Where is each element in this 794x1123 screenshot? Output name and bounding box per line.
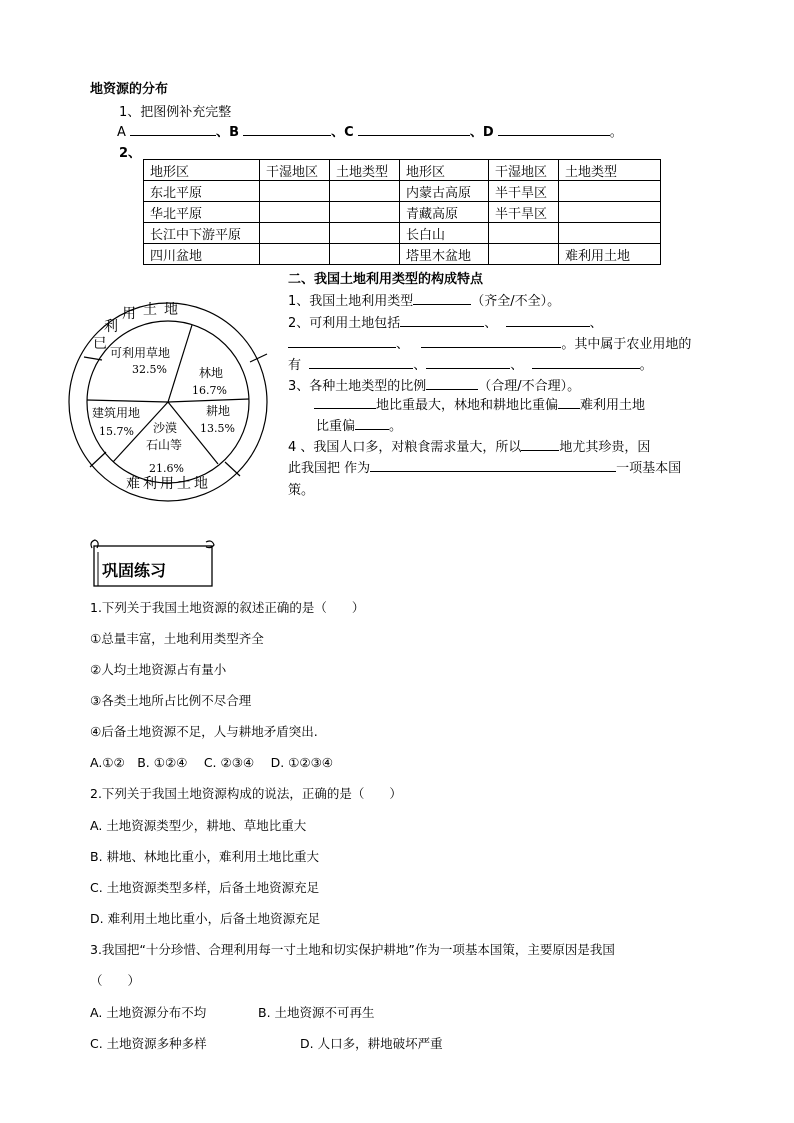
practice-line: ①总量丰富，土地利用类型齐全 (90, 631, 264, 646)
s2-line-9: 此我国把 作为 一项基本国 (288, 457, 681, 476)
arc-char: 利 (104, 319, 118, 335)
table-cell[interactable] (260, 181, 330, 202)
legend-c-label: C (344, 125, 354, 140)
practice-line: （ ） (90, 973, 141, 988)
table-cell[interactable] (330, 244, 400, 265)
table-cell[interactable] (330, 181, 400, 202)
table-header: 干湿地区 (260, 160, 330, 181)
practice-line: 1.下列关于我国土地资源的叙述正确的是（ ） (90, 600, 365, 615)
table-cell: 塔里木盆地 (400, 244, 489, 265)
table-cell[interactable] (559, 181, 661, 202)
table-cell[interactable] (260, 244, 330, 265)
table-cell[interactable] (559, 202, 661, 223)
section-2-title: 二、我国土地利用类型的构成特点 (288, 272, 484, 287)
table-cell: 长白山 (400, 223, 489, 244)
terrain-table (143, 159, 661, 265)
arc-char: 用 (122, 306, 136, 322)
slice-value-forest: 16.7% (192, 384, 227, 397)
slice-divider (87, 400, 168, 402)
table-row (144, 181, 661, 202)
legend-a-blank[interactable] (130, 122, 216, 136)
table-cell[interactable] (489, 223, 559, 244)
s2-line-4: 有 、 、 。 (288, 354, 653, 373)
practice-line: ④后备土地资源不足，人与耕地矛盾突出. (90, 724, 318, 739)
blank-agri-2[interactable] (426, 355, 510, 369)
slice-value-construction: 15.7% (99, 425, 134, 438)
practice-line: 2.下列关于我国土地资源构成的说法，正确的是（ ） (90, 786, 402, 801)
table-header: 干湿地区 (489, 160, 559, 181)
slice-label-desert-1: 沙漠 (153, 421, 178, 435)
legend-d-label: D (482, 125, 494, 140)
table-cell[interactable] (330, 202, 400, 223)
blank-agri-3[interactable] (532, 355, 640, 369)
slice-label-grassland: 可利用草地 (110, 346, 171, 360)
option-d: D. 人口多，耕地破坏严重 (300, 1036, 443, 1051)
option-a: A. 土地资源分布不均 (90, 1005, 207, 1020)
section-heading: 地资源的分布 (90, 82, 169, 97)
question-1-label: 1、把图例补充完整 (119, 105, 232, 120)
legend-fill-line: A 、B 、C 、D 。 (117, 121, 623, 140)
blank-unusable-ratio[interactable] (355, 416, 389, 430)
practice-line: B. 耕地、林地比重小，难利用土地比重大 (90, 849, 320, 864)
blank-usable-3[interactable] (288, 334, 396, 348)
table-cell: 东北平原 (144, 181, 260, 202)
table-cell: 半干旱区 (489, 202, 559, 223)
bottom-arc-label: 难利用土地 (126, 476, 211, 492)
s2-line-2: 2、可利用土地包括 、 、 (288, 312, 603, 331)
slice-label-farmland: 耕地 (206, 404, 231, 418)
table-cell: 半干旱区 (489, 181, 559, 202)
s2-line-3: 、 。其中属于农业用地的 (288, 333, 691, 352)
s2-line-5: 3、各种土地类型的比例 （合理/不合理）。 (288, 375, 580, 394)
table-row (144, 244, 661, 265)
slice-value-farmland: 13.5% (200, 422, 235, 435)
table-cell[interactable] (559, 223, 661, 244)
table-cell: 难利用土地 (559, 244, 661, 265)
legend-b-blank[interactable] (243, 122, 331, 136)
slice-label-forest: 林地 (199, 366, 224, 380)
blank-largest[interactable] (314, 395, 376, 409)
arc-char: 已 (93, 336, 107, 352)
blank-precious[interactable] (521, 437, 559, 451)
s2-line-6: 地比重最大，林地和耕地比重偏 难利用土地 (314, 394, 645, 413)
slice-label-desert-2: 石山等 (146, 438, 183, 452)
table-cell[interactable] (260, 223, 330, 244)
slice-divider (168, 325, 192, 402)
table-row (144, 202, 661, 223)
table-cell: 青藏高原 (400, 202, 489, 223)
option-b: B. 土地资源不可再生 (258, 1005, 375, 1020)
table-header: 土地类型 (330, 160, 400, 181)
blank-reasonable[interactable] (426, 376, 478, 390)
question-2-label: 2、 (119, 146, 142, 161)
arc-char: 土 (143, 302, 157, 318)
slice-label-construction: 建筑用地 (92, 406, 141, 420)
table-cell: 四川盆地 (144, 244, 260, 265)
blank-usable-2[interactable] (506, 313, 590, 327)
s2-line-10: 策。 (288, 483, 315, 498)
blank-agri-1[interactable] (309, 355, 413, 369)
table-cell: 内蒙古高原 (400, 181, 489, 202)
table-cell: 长江中下游平原 (144, 223, 260, 244)
table-cell[interactable] (489, 244, 559, 265)
land-use-pie-diagram (68, 302, 273, 502)
s2-line-8: 4 、我国人口多，对粮食需求量大，所以 地尤其珍贵，因 (288, 436, 650, 455)
table-header: 地形区 (400, 160, 489, 181)
legend-c-blank[interactable] (358, 122, 470, 136)
s2-line-1: 1、我国土地利用类型 （齐全/不全）。 (288, 290, 560, 309)
table-cell[interactable] (260, 202, 330, 223)
blank-usable-4[interactable] (421, 334, 561, 348)
slice-value-desert: 21.6% (149, 462, 184, 475)
blank-small[interactable] (558, 395, 580, 409)
practice-line: C. 土地资源类型多样，后备土地资源充足 (90, 880, 320, 895)
practice-badge (88, 538, 218, 590)
s2-line-7: 比重偏 。 (316, 415, 402, 434)
table-header: 土地类型 (559, 160, 661, 181)
practice-line: D. 难利用土地比重小，后备土地资源充足 (90, 911, 321, 926)
ring-divider (90, 452, 106, 467)
practice-options: A.①② B. ①②④ C. ②③④ D. ①②③④ (90, 755, 333, 770)
blank-usable-1[interactable] (400, 313, 484, 327)
slice-divider (168, 399, 249, 402)
legend-a-label: A (117, 125, 126, 140)
arc-char: 地 (164, 302, 178, 318)
table-cell: 华北平原 (144, 202, 260, 223)
scroll-curl-icon (206, 541, 214, 548)
ring-divider (225, 462, 240, 476)
table-header: 地形区 (144, 160, 260, 181)
table-row (144, 223, 661, 244)
blank-complete[interactable] (413, 291, 471, 305)
slice-value-grassland: 32.5% (132, 363, 167, 376)
legend-d-blank[interactable] (498, 122, 610, 136)
legend-b-label: B (229, 125, 239, 140)
practice-line: ②人均土地资源占有量小 (90, 662, 227, 677)
blank-policy[interactable] (370, 458, 616, 472)
practice-line: ③各类土地所占比例不尽合理 (90, 693, 252, 708)
table-cell[interactable] (330, 223, 400, 244)
option-c: C. 土地资源多种多样 (90, 1036, 207, 1051)
practice-title: 巩固练习 (102, 561, 167, 580)
practice-line: A. 土地资源类型少，耕地、草地比重大 (90, 818, 307, 833)
table-header-row (144, 160, 661, 181)
practice-line: 3.我国把“十分珍惜、合理利用每一寸土地和切实保护耕地”作为一项基本国策，主要原因是我国 (90, 942, 615, 957)
